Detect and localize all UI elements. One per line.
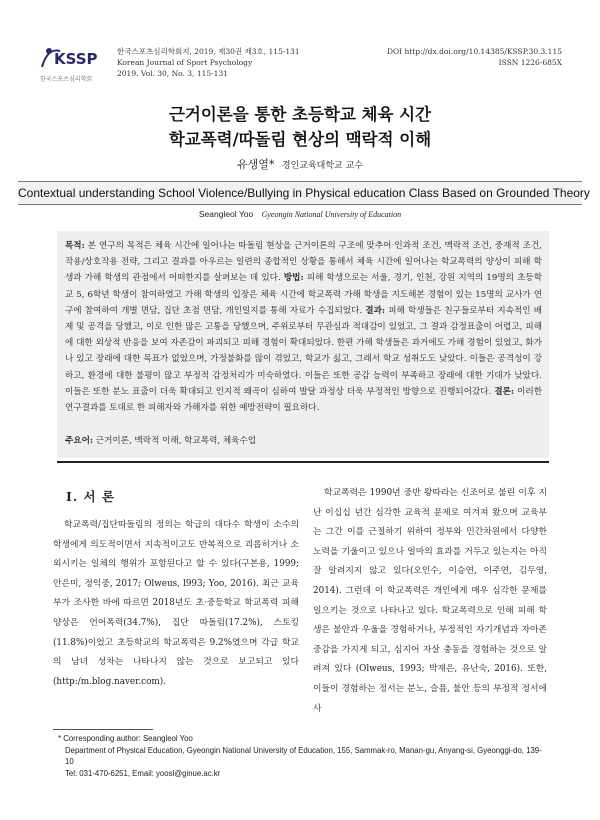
author-name-en: Seangleol Yoo bbox=[198, 209, 254, 219]
abstract: 목적: 본 연구의 목적은 체육 시간에 일어나는 따돌림 현상을 근거이론의 구조에 맞추어 인과적 조건, 맥락적 조건, 중재적 조건, 작용/상호작용 전략, 그리고 결과를 아우르는 일련의 종합적인 상황을 통해서 체육 시간에 일어나는 학교폭력의 양상이 피해 학생과 가해 학생의 관점에서 어떠한지를 살펴보는 데 있다. 방법: 피해 학생으로는 서울, 경기, 인천, 강원 지역의 19명의 초등학교 5, 6학년 학생이 참여하였고 가해 학생의 입장은 체육 시간에 학교폭력 가해 학생을 지도해본 경험이 있는 15명의 교사가 연구에 참여하여 개별 면담, 집단 초점 면담, 개인일지를 통해 자료가 수집되었다. 결과: 피해 학생들은 친구들로부터 지속적인 배제 및 공격을 당했고, 이로 인한 많은 고통을 당했으며, 주위로부터 무관심과 적대감이 있었고, 그 결과 감정표출이 어렵고, 피해에 대한 외상적 반응을 보여 자존감이 파괴되고 피해 경험이 확대되었다. 한편 가해 학생들은 과거에도 가해 경험이 있었고, 화가 나 있고 장래에 대한 목표가 없었으며, 가정불화를 많이 겪었고, 학교가 싫고, 그래서 학교 성취도도 낮았다. 이들은 공격성이 강하고, 환경에 대한 불평이 많고 부정적 감정처리가 미숙하였다. 이들은 또한 공감 능력이 부족하고 장래에 대한 기대가 낮았다. 이들은 또한 분노 표출이 더욱 확대되고 인지적 왜곡이 심하여 발달 과정상 더욱 부정적인 방향으로 진행되어갔다. 결론: 이러한 연구결과를 토대로 한 피해자와 가해자를 위한 예방전략이 필요하다. bbox=[65, 241, 543, 414]
english-title: Contextual understanding School Violence/Bullying in Physical education Class Based on Grounded Theory bbox=[18, 181, 582, 205]
author-name-ko: 유생열* bbox=[237, 158, 275, 171]
body-column-left: 학교폭력/집단따돌림의 정의는 학급의 대다수 학생이 소수의 학생에게 의도적이면서 지속적이고도 반복적으로 괴롭히거나 소외시키는 일체의 행위가 포함된다고 할 수 있다(구본용, 1999; 안은미, 정익중, 2017; Olweus, l993; Yoo, 2016). 최근 교육부가 조사한 바에 따르면 2018년도 초·중등학교 학교폭력 피해 양상은 언어폭력(34.7%), 집단 따돌림(17.2%), 스토킹(11.8%)이었고 초등학교의 학교폭력은 9.2%였으며 각급 학교의 남녀 성차는 나타나지 않는 것으로 보고되고 있다 (http:/m.blog.naver.com). bbox=[53, 520, 299, 687]
journal-name-en: Korean Journal of Sport Psychology bbox=[117, 58, 253, 67]
title-line-2: 학교폭력/따돌림 현상의 맥락적 이해 bbox=[168, 130, 432, 149]
author-affiliation-en: Gyeongin National University of Education bbox=[261, 210, 402, 219]
footnote bbox=[58, 733, 548, 779]
logo-mark-icon bbox=[40, 45, 102, 69]
keywords-text: 근거이론, 맥락적 이해, 학교폭력, 체육수업 bbox=[93, 436, 257, 446]
journal-name-ko: 한국스포츠심리학회지, 2019, 제30권 제3호, 115-131 bbox=[117, 47, 300, 56]
doi-block bbox=[387, 46, 562, 68]
author-affiliation-ko: 경인교육대학교 교수 bbox=[281, 161, 363, 171]
abstract-divider bbox=[57, 461, 549, 463]
issn: ISSN 1226-685X bbox=[498, 58, 562, 67]
logo-subtext: 한국스포츠심리학회 bbox=[40, 76, 93, 83]
journal-citation bbox=[117, 46, 300, 79]
keywords-label: 주요어: bbox=[65, 436, 94, 446]
journal-logo bbox=[40, 45, 102, 81]
title-line-1: 근거이론을 통한 초등학교 체육 시간 bbox=[168, 105, 432, 124]
author-ko bbox=[0, 156, 600, 172]
keywords bbox=[65, 433, 542, 449]
author-en bbox=[0, 209, 600, 219]
doi-link[interactable]: DOI http://dx.doi.org/10.14385/KSSP.30.3.115 bbox=[386, 47, 562, 56]
journal-volume: 2019. Vol. 30, No. 3, 115-131 bbox=[117, 69, 228, 78]
svg-text:KSSP: KSSP bbox=[54, 50, 98, 68]
footnote-author: * Corresponding author: Seangleol Yoo bbox=[58, 734, 193, 743]
section-heading: I. 서 론 bbox=[66, 489, 116, 504]
footnote-divider bbox=[53, 729, 153, 730]
footnote-contact: Tel: 031-470-6251, Email: yoosl@ginue.ac.kr bbox=[65, 768, 221, 778]
footnote-address: Department of Physical Education, Gyeongin National University of Education, 155, Sammak-ro, Manan-gu, Anyang-si, Gyeonggi-do, 139-10 bbox=[65, 745, 542, 766]
body-column-right: 학교폭력은 1990년 중반 왕따라는 신조어로 불린 이후 지난 이십십 년간 심각한 교육적 문제로 여겨져 왔으며 교육부는 그간 이를 근절하기 위하여 정부와 민간차원에서 다양한 노력을 기울이고 있으나 얼마의 효과를 거두고 있는지는 아직 잘 알려지지 않고 있다(오인수, 이승연, 이주연, 김두영, 2014). 그런데 이 학교폭력은 개인에게 매우 심각한 문제를 일으키는 것으로 나타나고 있다. 학교폭력으로 인해 피해 학생은 불안과 우울을 경험하거나, 부정적인 자기개념과 자아존중감을 가지게 되고, 심지어 자살 충동을 경험하는 것으로 알려져 있다 (Olweus, 1993; 박재은, 유난숙, 2016). 또한, 이들이 경험하는 정서는 분노, 슬픔, 불안 등의 부정적 정서에 사 bbox=[313, 488, 547, 714]
